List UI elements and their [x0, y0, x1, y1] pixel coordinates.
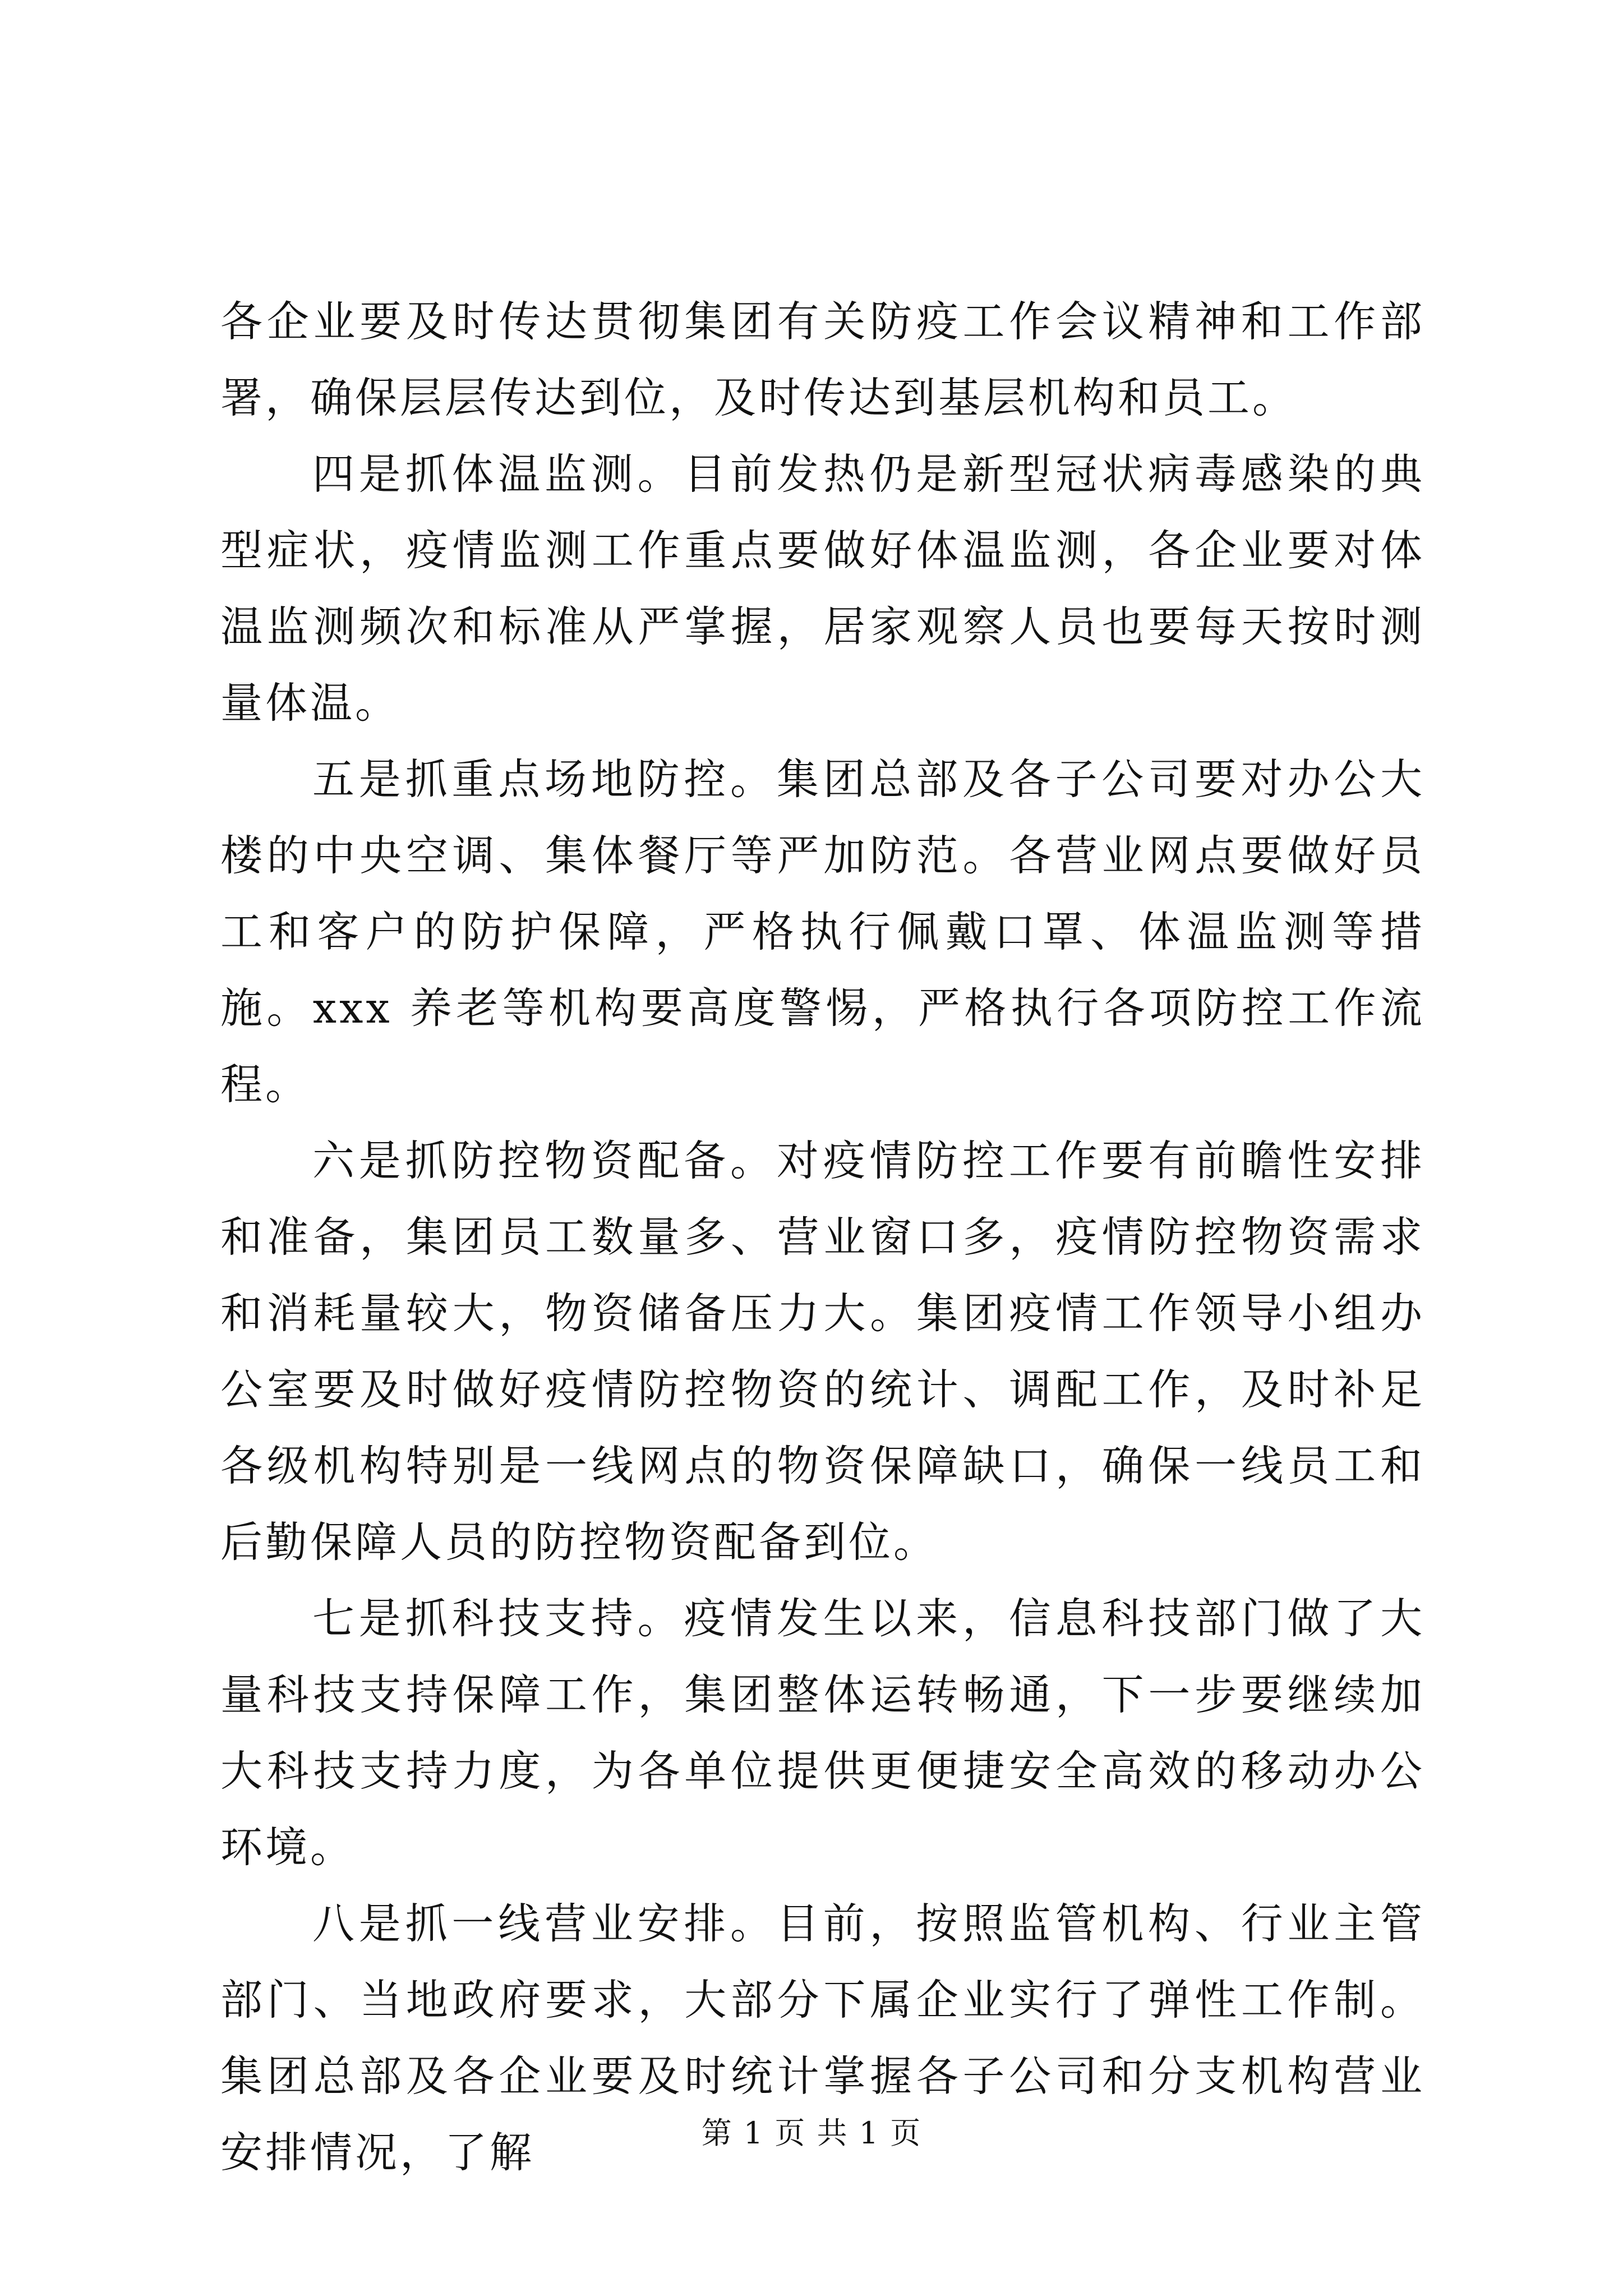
page-footer: 第 1 页 共 1 页	[701, 2115, 922, 2151]
paragraph-body-temperature: 四是抓体温监测。目前发热仍是新型冠状病毒感染的典型症状，疫情监测工作重点要做好体温监测，各企业要对体温监测频次和标准从严掌握，居家观察人员也要每天按时测量体温。	[220, 449, 1425, 728]
paragraph-frontline-business: 八是抓一线营业安排。目前，按照监管机构、行业主管部门、当地政府要求，大部分下属企业实行了弹性工作制。集团总部及各企业要及时统计掌握各子公司和分支机构营业安排情况，了解	[220, 1899, 1425, 2177]
paragraph-continuation: 各企业要及时传达贯彻集团有关防疫工作会议精神和工作部署，确保层层传达到位，及时传达到基层机构和员工。	[220, 297, 1425, 422]
paragraph-tech-support: 七是抓科技支持。疫情发生以来，信息科技部门做了大量科技支持保障工作，集团整体运转畅通，下一步要继续加大科技支持力度，为各单位提供更便捷安全高效的移动办公环境。	[220, 1594, 1425, 1872]
paragraph-supplies: 六是抓防控物资配备。对疫情防控工作要有前瞻性安排和准备，集团员工数量多、营业窗口多，疫情防控物资需求和消耗量较大，物资储备压力大。集团疫情工作领导小组办公室要及时做好疫情防控物资的统计、调配工作，及时补足各级机构特别是一线网点的物资保障缺口，确保一线员工和后勤保障人员的防控物资配备到位。	[220, 1136, 1425, 1567]
document-body	[220, 283, 1425, 2191]
paragraph-key-sites: 五是抓重点场地防控。集团总部及各子公司要对办公大楼的中央空调、集体餐厅等严加防范。各营业网点要做好员工和客户的防护保障，严格执行佩戴口罩、体温监测等措施。xxx 养老等机构要高度警惕，严格执行各项防控工作流程。	[220, 754, 1425, 1109]
